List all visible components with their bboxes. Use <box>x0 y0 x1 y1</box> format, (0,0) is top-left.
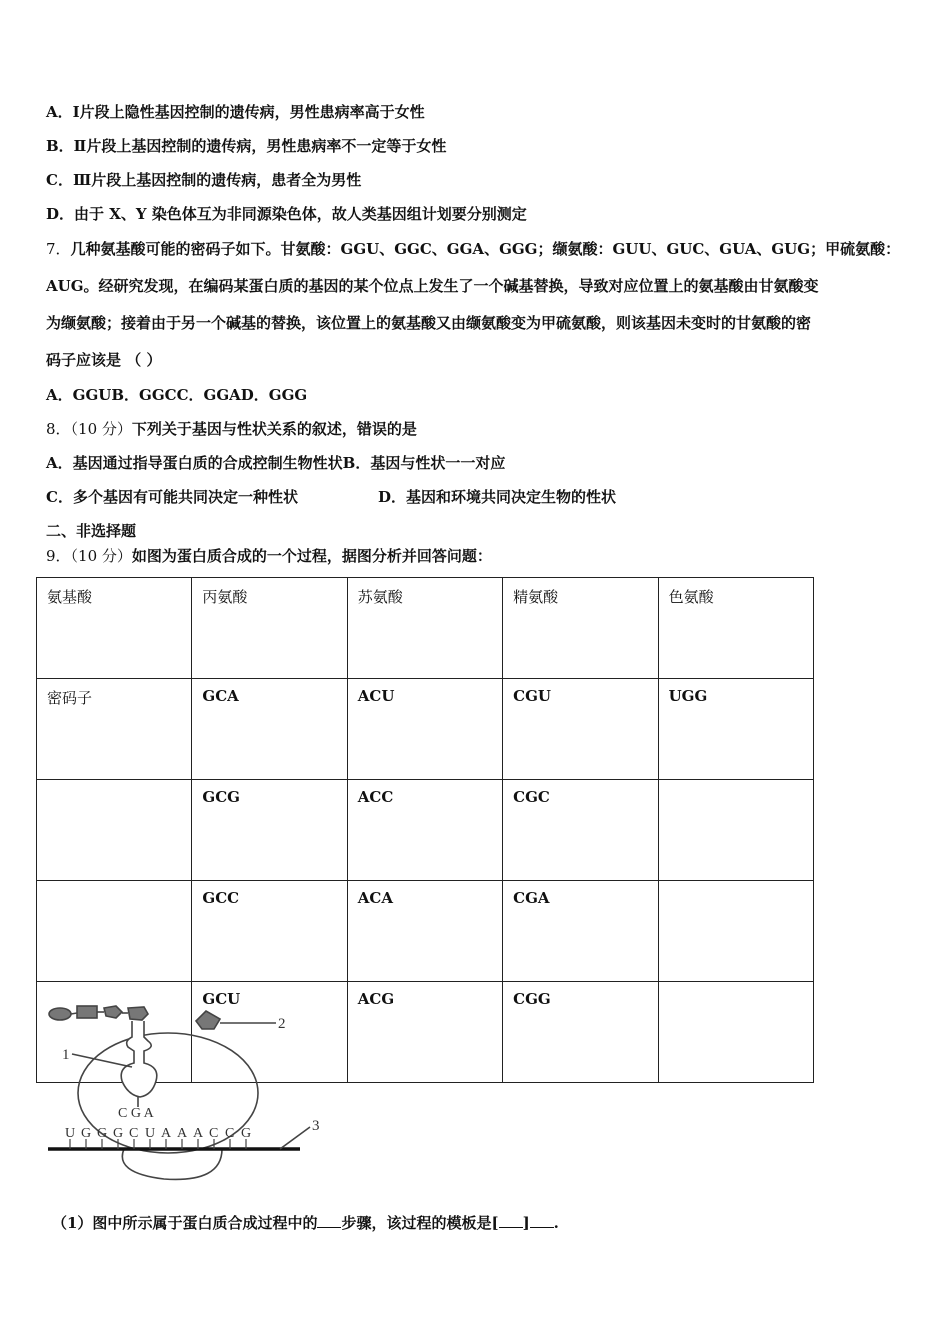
free-amino-acid <box>196 1011 220 1029</box>
table-cell: CGG <box>503 982 658 1083</box>
q6-option-a: A．Ⅰ片段上隐性基因控制的遗传病，男性患病率高于女性 <box>46 103 425 121</box>
label-1: 1 <box>62 1047 70 1063</box>
table-cell: 苏氨酸 <box>347 578 502 679</box>
amino-acid-shape <box>49 1008 71 1020</box>
q9-sub1-end: . <box>553 1214 559 1232</box>
mrna-base: G <box>241 1126 252 1141</box>
answer-blank[interactable] <box>317 1213 341 1228</box>
mrna-base: C <box>209 1126 219 1141</box>
q9-number: 9． <box>46 547 71 565</box>
table-cell: 丙氨酸 <box>192 578 347 679</box>
q7-text-1: 几种氨基酸可能的密码子如下。甘氨酸：GGU、GGC、GGA、GGG；缬氨酸：GUU、GUC、GUA、GUG；甲硫氨酸： <box>70 240 901 258</box>
section-heading: 二、非选择题 <box>46 522 137 540</box>
table-cell <box>37 881 192 982</box>
q8-option-d: D．基因和环境共同决定生物的性状 <box>378 488 617 506</box>
table-cell: CGC <box>503 780 658 881</box>
table-cell: ACG <box>347 982 502 1083</box>
mrna-base: U <box>145 1126 156 1141</box>
q7-stem-line-3: 为缬氨酸；接着由于另一个碱基的替换，该位置上的氨基酸又由缬氨酸变为甲硫氨酸，则该基因未变时的甘氨酸的密 <box>46 314 812 332</box>
q9-score: （10 分） <box>70 547 132 565</box>
table-cell: 密码子 <box>37 679 192 780</box>
q7-stem-line-4: 码子应该是 （ ） <box>46 351 162 369</box>
q8-options-ab: A．基因通过指导蛋白质的合成控制生物性状B．基因与性状一一对应 <box>46 454 506 472</box>
q6-option-b: B．Ⅱ片段上基因控制的遗传病，男性患病率不一定等于女性 <box>46 137 447 155</box>
mrna-base: G <box>97 1126 108 1141</box>
table-cell: GCG <box>192 780 347 881</box>
mrna-base: A <box>161 1126 172 1141</box>
q7-number: 7． <box>46 240 71 258</box>
mrna-base: A <box>177 1126 188 1141</box>
table-cell: 色氨酸 <box>658 578 813 679</box>
label-3: 3 <box>312 1118 320 1134</box>
table-cell: CGA <box>503 881 658 982</box>
q7-stem-line-2: AUG。经研究发现，在编码某蛋白质的基因的某个位点上发生了一个碱基替换，导致对应位置上的氨基酸由甘氨酸变 <box>46 277 819 295</box>
table-cell: 精氨酸 <box>503 578 658 679</box>
table-cell: GCC <box>192 881 347 982</box>
answer-blank[interactable] <box>499 1213 523 1228</box>
table-cell <box>658 780 813 881</box>
table-cell: ACA <box>347 881 502 982</box>
mrna-base: U <box>65 1126 76 1141</box>
mrna-base: G <box>81 1126 92 1141</box>
table-cell: ACU <box>347 679 502 780</box>
table-row <box>37 881 814 982</box>
q9-sub1 <box>52 1213 559 1233</box>
mrna-base: C <box>129 1126 139 1141</box>
table-cell: GCU <box>192 982 347 1083</box>
amino-acid-shape <box>104 1006 122 1018</box>
table-row <box>37 679 814 780</box>
table-cell <box>658 881 813 982</box>
q9-sub1-mid: 步骤，该过程的模板是[ <box>341 1214 499 1232</box>
table-cell: ACC <box>347 780 502 881</box>
amino-acid-shape <box>128 1007 148 1020</box>
q8-stem <box>46 419 417 439</box>
q8-option-c: C．多个基因有可能共同决定一种性状 <box>46 488 298 506</box>
answer-blank[interactable] <box>530 1213 554 1228</box>
translation-diagram <box>44 1003 344 1193</box>
table-cell <box>658 982 813 1083</box>
q8-number: 8． <box>46 420 71 438</box>
q9-sub1-mid2: ] <box>522 1214 530 1232</box>
anticodon: C G A <box>118 1106 154 1121</box>
q8-stem-text: 下列关于基因与性状关系的叙述，错误的是 <box>131 420 417 438</box>
table-cell: UGG <box>658 679 813 780</box>
amino-acid-shape <box>77 1006 97 1018</box>
q6-option-c: C．Ⅲ片段上基因控制的遗传病，患者全为男性 <box>46 171 362 189</box>
q9-stem-text: 如图为蛋白质合成的一个过程，据图分析并回答问题： <box>131 547 492 565</box>
mrna-base: G <box>113 1126 124 1141</box>
trna <box>121 1021 157 1097</box>
table-cell: GCA <box>192 679 347 780</box>
table-row <box>37 578 814 679</box>
mrna-base: C <box>225 1126 235 1141</box>
table-cell <box>37 780 192 881</box>
q9-sub1-prefix: （1）图中所示属于蛋白质合成过程中的 <box>52 1214 318 1232</box>
mrna-base: A <box>193 1126 204 1141</box>
q6-option-d: D．由于 X、Y 染色体互为非同源染色体，故人类基因组计划要分别测定 <box>46 205 527 223</box>
q7-options: A．GGUB．GGCC．GGAD．GGG <box>46 386 308 404</box>
table-cell: CGU <box>503 679 658 780</box>
label-2: 2 <box>278 1016 286 1032</box>
q9-stem <box>46 546 492 566</box>
table-row <box>37 780 814 881</box>
q7-stem-line-1 <box>46 239 900 259</box>
table-cell: 氨基酸 <box>37 578 192 679</box>
q8-score: （10 分） <box>70 420 132 438</box>
